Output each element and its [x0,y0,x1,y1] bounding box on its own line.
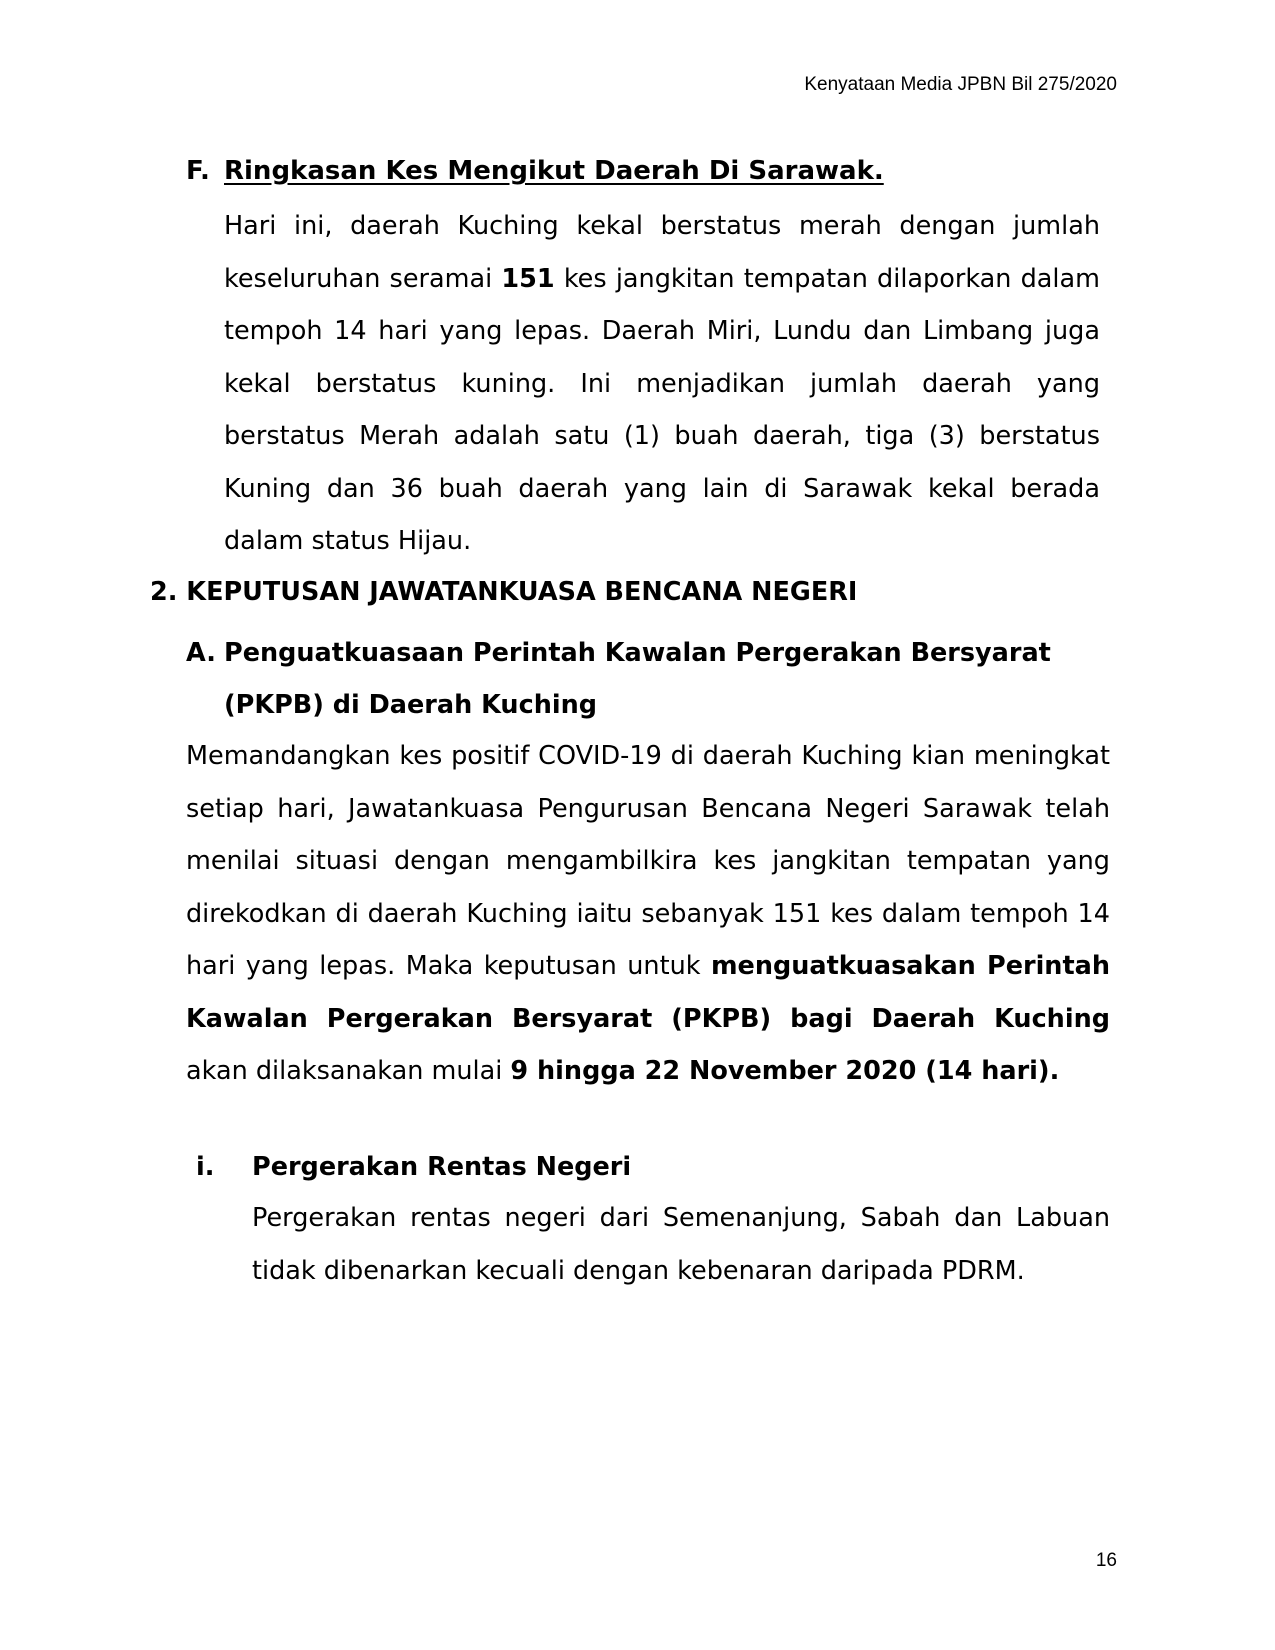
section-f-letter: F. [186,156,210,186]
document-header: Kenyataan Media JPBN Bil 275/2020 [804,74,1117,95]
section-a-title-line2: (PKPB) di Daerah Kuching [224,690,597,720]
section-i-paragraph: Pergerakan rentas negeri dari Semenanjung, Sabah dan Labuan tidak dibenarkan kecuali dengan kebenaran daripada PDRM. [252,1203,1110,1286]
section-f-bold-count: 151 [501,263,555,294]
section-i-roman: i. [196,1152,215,1182]
section-a-paragraph [186,730,1110,1098]
section-a-text-2: akan dilaksanakan mulai [186,1056,511,1086]
section-a-title-line1: Penguatkuasaan Perintah Kawalan Pergerakan Bersyarat [224,638,1051,668]
section-f-text-1: Hari ini, daerah Kuching kekal berstatus merah dengan jumlah keseluruhan seramai [224,211,1100,294]
section-i-heading [196,1152,631,1182]
section-f-title: Ringkasan Kes Mengikut Daerah Di Sarawak. [224,156,884,186]
section-a-text-1: Memandangkan kes positif COVID-19 di daerah Kuching kian meningkat setiap hari, Jawatankuasa Pengurusan Bencana Negeri Sarawak telah menilai situasi dengan mengambilkira kes jangkitan tempatan yang direkodkan di daerah Kuching iaitu sebanyak 151 kes dalam tempoh 14 hari yang lepas. Maka keputusan untuk [186,741,1110,981]
section-a-bold-1: menguatkuasakan Perintah Kawalan Pergerakan Bersyarat (PKPB) bagi Daerah Kuching [186,951,1111,1034]
section-i-title: Pergerakan Rentas Negeri [252,1152,632,1182]
section-a-bold-2: 9 hingga 22 November 2020 (14 hari). [510,1056,1060,1086]
section-a-letter: A. [186,638,216,668]
section-f-heading [186,156,884,186]
section-f-text-2: kes jangkitan tempatan dilaporkan dalam tempoh 14 hari yang lepas. Daerah Miri, Lundu dan Limbang juga kekal berstatus kuning. Ini menjadikan jumlah daerah yang berstatus Merah adalah satu (1) buah daerah, tiga (3) berstatus Kuning dan 36 buah daerah yang lain di Sarawak kekal berada dalam status Hijau. [224,263,1100,556]
section-a-heading [186,627,1051,679]
page-number: 16 [1095,1550,1117,1571]
section-2-heading: 2. KEPUTUSAN JAWATANKUASA BENCANA NEGERI [150,577,858,607]
section-f-paragraph [224,200,1100,568]
